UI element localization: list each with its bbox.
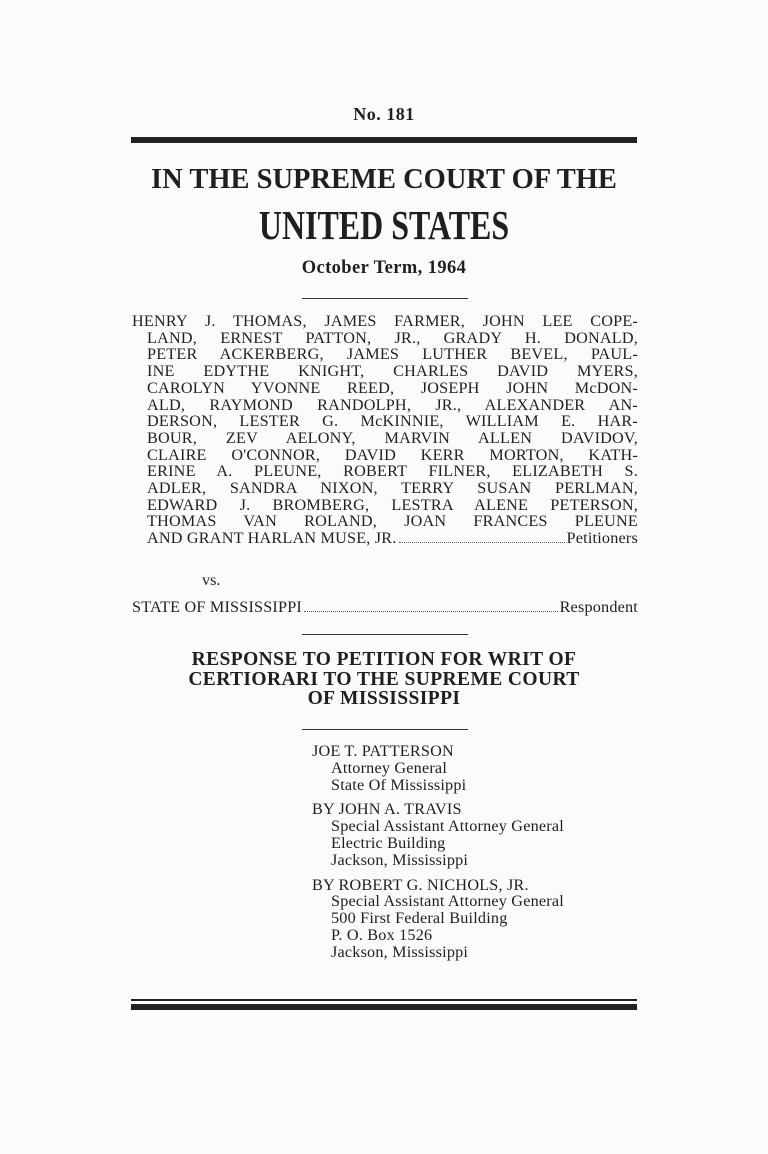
counsel-detail: 500 First Federal Building xyxy=(331,909,508,928)
petitioner-line: EDWARD J. BROMBERG, LESTRA ALENE PETERSON, xyxy=(147,495,638,514)
respondent-name: STATE OF MISSISSIPPI xyxy=(132,598,303,616)
divider-rule xyxy=(302,729,468,730)
petitioner-line: CAROLYN YVONNE REED, JOSEPH JOHN McDON- xyxy=(147,378,638,397)
counsel-name: JOE T. PATTERSON xyxy=(312,742,454,760)
case-number: No. 181 xyxy=(353,104,415,124)
dot-leader xyxy=(399,542,565,543)
petitioners-block xyxy=(132,313,638,547)
title-line: OF MISSISSIPPI xyxy=(307,688,461,709)
counsel-block xyxy=(312,743,642,969)
counsel-detail: Special Assistant Attorney General xyxy=(331,892,564,911)
counsel-detail: P. O. Box 1526 xyxy=(331,925,433,944)
court-heading: IN THE SUPREME COURT OF THE xyxy=(151,164,617,195)
title-line: RESPONSE TO PETITION FOR WRIT OF xyxy=(191,649,577,670)
divider-rule xyxy=(302,634,468,635)
counsel-name: BY JOHN A. TRAVIS xyxy=(312,800,462,819)
counsel-entry xyxy=(312,743,642,793)
petitioner-line: HENRY J. THOMAS, JAMES FARMER, JOHN LEE COPE- xyxy=(132,312,638,330)
dot-leader xyxy=(304,611,558,612)
counsel-entry xyxy=(312,877,642,961)
counsel-detail: Electric Building xyxy=(331,833,446,852)
petitioner-line: THOMAS VAN ROLAND, JOAN FRANCES PLEUNE xyxy=(147,512,638,531)
petitioner-line: AND GRANT HARLAN MUSE, JR. xyxy=(147,529,397,548)
petitioners-role: Petitioners xyxy=(566,529,638,548)
petitioner-line: ERINE A. PLEUNE, ROBERT FILNER, ELIZABETH S. xyxy=(147,462,638,481)
respondent-role: Respondent xyxy=(559,598,638,616)
counsel-detail: Jackson, Mississippi xyxy=(331,942,469,961)
petitioner-last-line xyxy=(132,530,638,547)
versus-label: vs. xyxy=(202,571,221,589)
respondent-line xyxy=(132,598,638,617)
petitioner-line: PETER ACKERBERG, JAMES LUTHER BEVEL, PAUL- xyxy=(147,345,638,364)
petitioner-line: INE EDYTHE KNIGHT, CHARLES DAVID MYERS, xyxy=(147,362,638,381)
bottom-thin-rule xyxy=(131,999,637,1001)
counsel-detail: State Of Mississippi xyxy=(331,775,467,794)
counsel-detail: Special Assistant Attorney General xyxy=(331,817,564,836)
petitioner-line: CLAIRE O'CONNOR, DAVID KERR MORTON, KATH- xyxy=(147,445,638,464)
counsel-detail: Attorney General xyxy=(331,758,448,777)
court-term: October Term, 1964 xyxy=(301,258,467,278)
petitioner-line: ALD, RAYMOND RANDOLPH, JR., ALEXANDER AN- xyxy=(147,395,638,414)
petitioner-line: DERSON, LESTER G. McKINNIE, WILLIAM E. HAR- xyxy=(147,412,638,431)
petitioner-line: LAND, ERNEST PATTON, JR., GRADY H. DONALD, xyxy=(147,328,638,347)
divider-rule xyxy=(302,298,468,299)
court-name: UNITED STATES xyxy=(258,202,510,248)
bottom-heavy-rule xyxy=(131,1004,637,1010)
counsel-entry xyxy=(312,801,642,868)
counsel-detail: Jackson, Mississippi xyxy=(331,850,469,869)
title-line: CERTIORARI TO THE SUPREME COURT xyxy=(188,668,580,690)
petitioner-line: ADLER, SANDRA NIXON, TERRY SUSAN PERLMAN, xyxy=(147,479,638,498)
document-title xyxy=(0,650,768,709)
top-heavy-rule xyxy=(131,137,637,143)
petitioner-line: BOUR, ZEV AELONY, MARVIN ALLEN DAVIDOV, xyxy=(147,428,638,447)
counsel-name: BY ROBERT G. NICHOLS, JR. xyxy=(312,875,529,894)
